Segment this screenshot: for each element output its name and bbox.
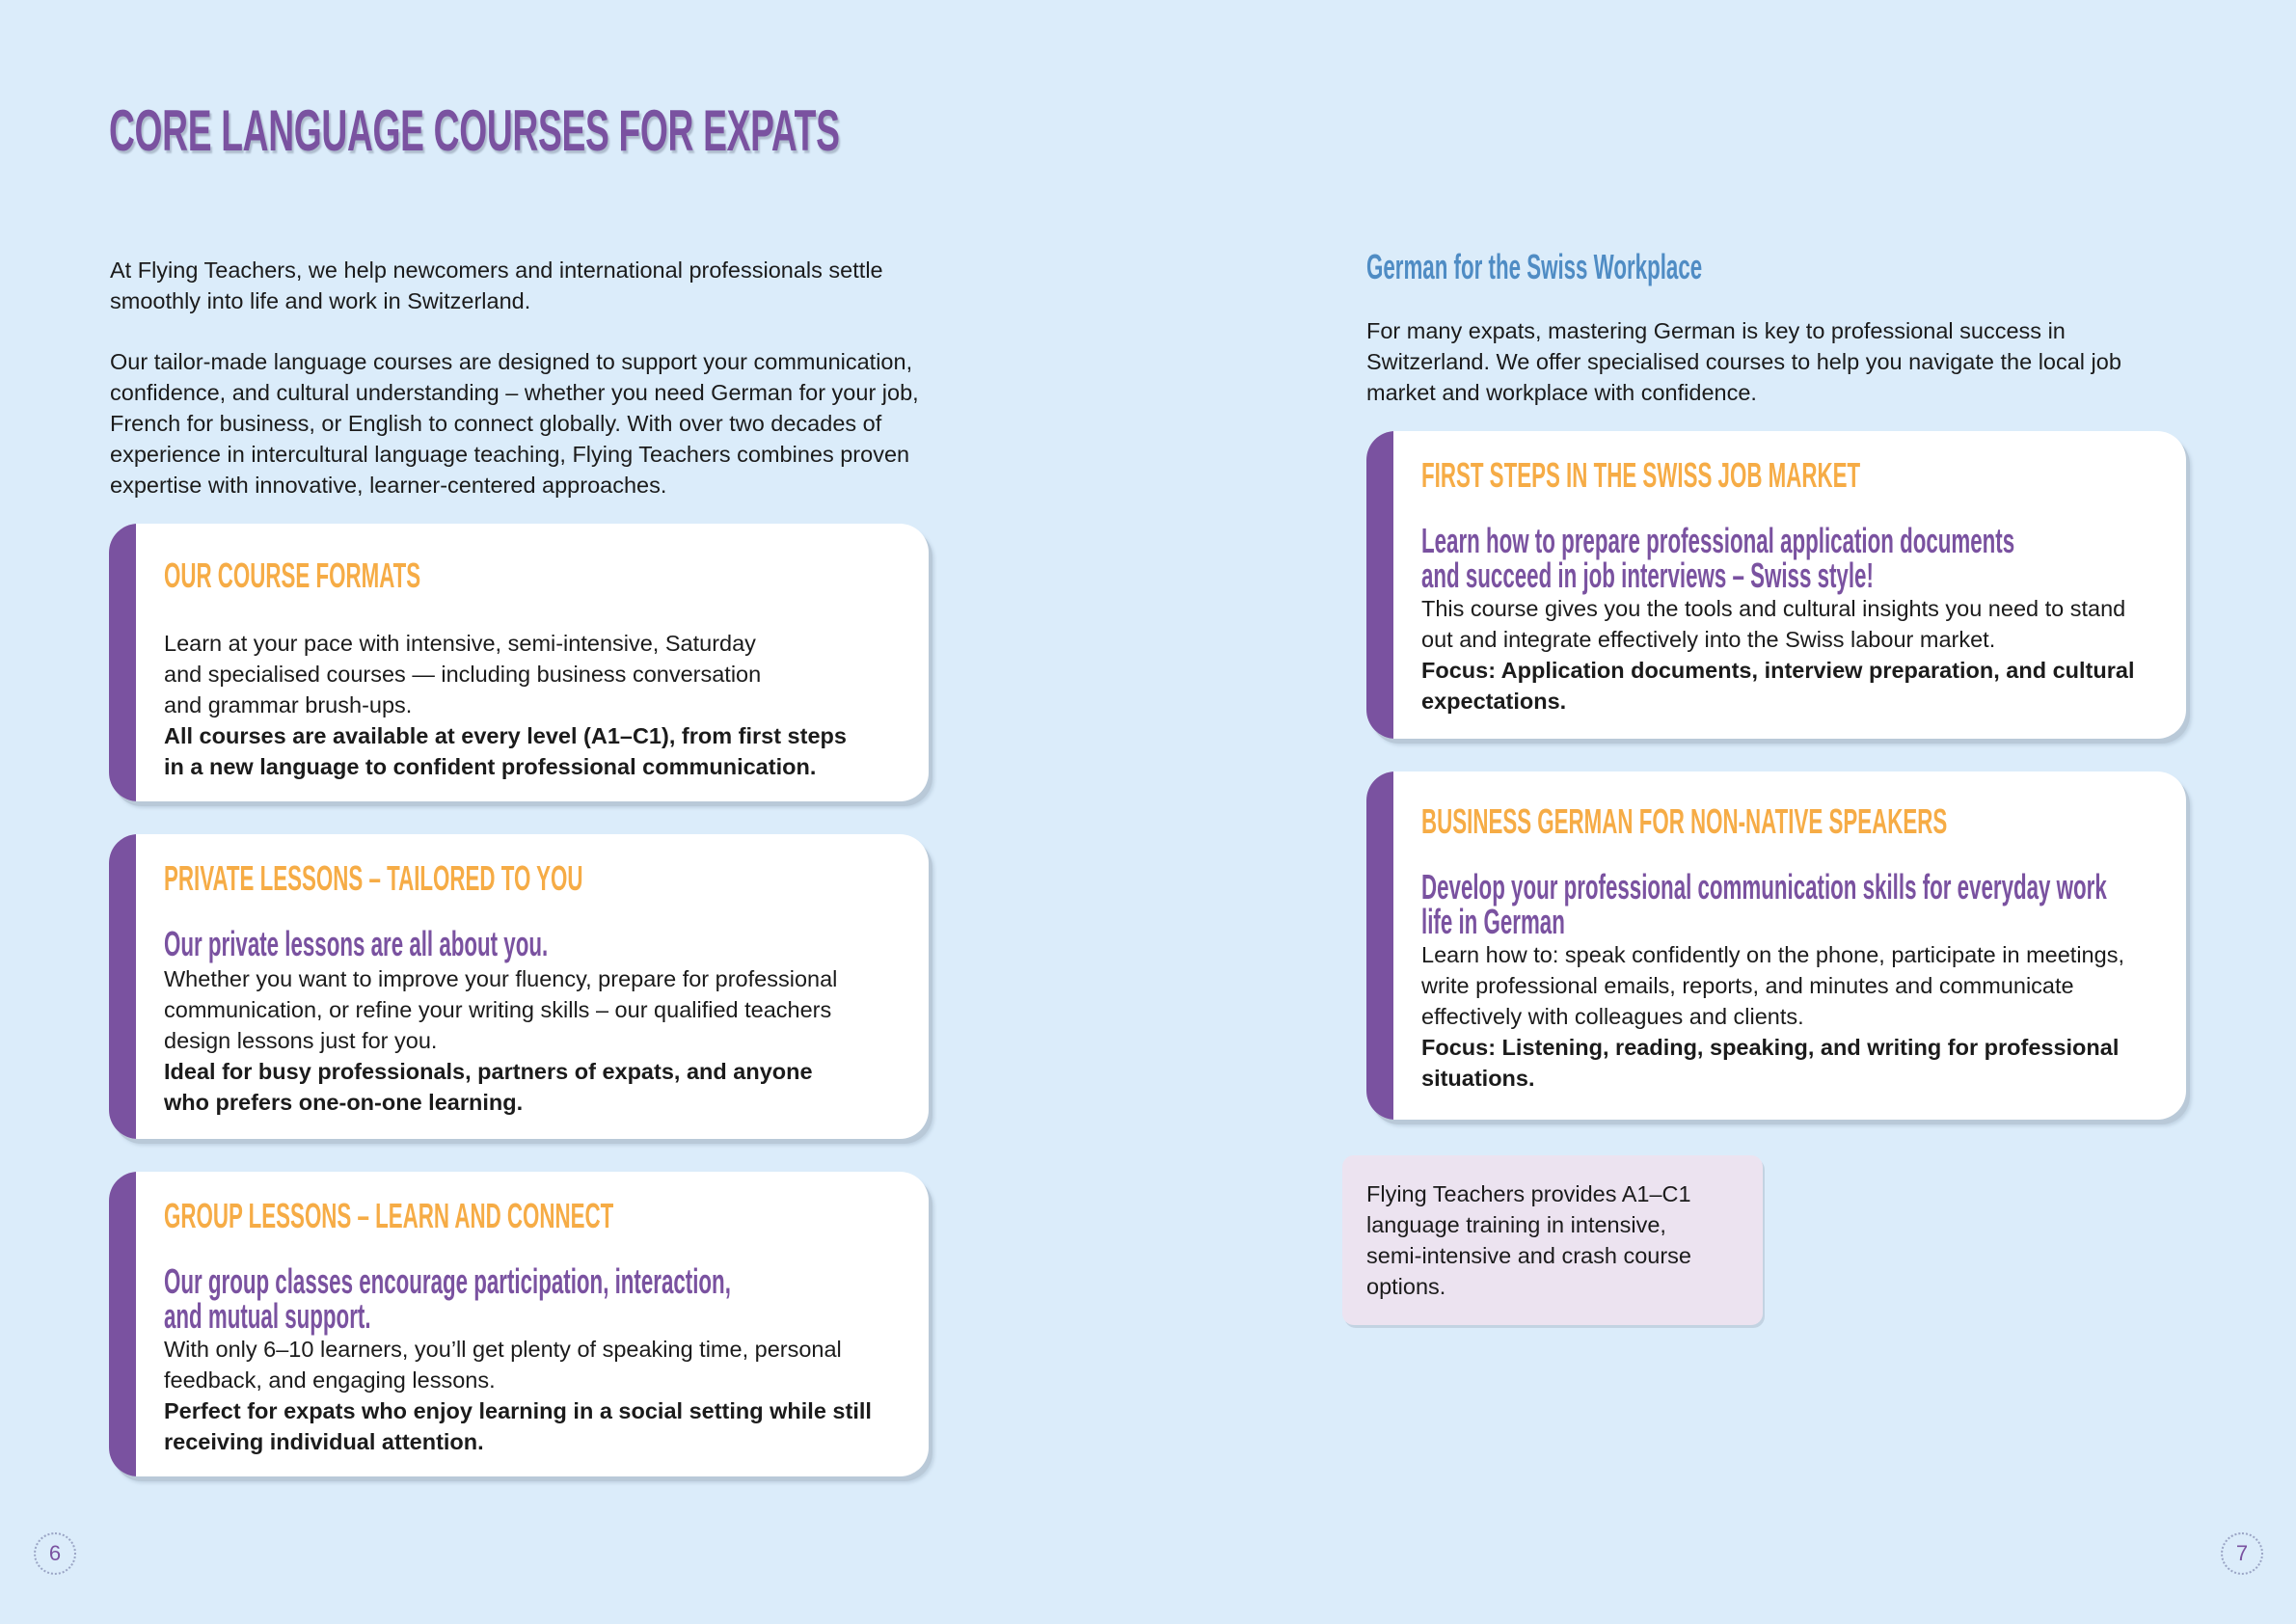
card-accent-bar (1366, 431, 1393, 739)
text-line: With only 6–10 learners, you’ll get plenty of speaking time, personal (164, 1337, 842, 1362)
text-line: confidence, and cultural understanding – whether you need German for your job, (110, 380, 919, 405)
card-highlight (1421, 655, 2167, 717)
text-line: Ideal for busy professionals, partners of expats, and anyone (164, 1059, 813, 1084)
text-line: and specialised courses — including business conversation (164, 662, 762, 687)
card-highlight (164, 720, 909, 782)
text-line: semi-intensive and crash course (1366, 1243, 1691, 1268)
text-line: Focus: Listening, reading, speaking, and writing for professional (1421, 1035, 2120, 1060)
card-title: FIRST STEPS IN THE SWISS JOB MARKET (1421, 455, 1861, 495)
page-title: CORE LANGUAGE COURSES FOR EXPATS (109, 98, 840, 163)
text-line: Whether you want to improve your fluency, prepare for professional (164, 966, 838, 991)
card-title: BUSINESS GERMAN FOR NON-NATIVE SPEAKERS (1421, 801, 1948, 841)
card-subtitle: Learn how to prepare professional application documents (1421, 521, 2015, 560)
section-intro (1366, 315, 2176, 408)
text-line: Perfect for expats who enjoy learning in a social setting while still (164, 1398, 872, 1423)
text-line: who prefers one-on-one learning. (164, 1090, 524, 1115)
text-line: language training in intensive, (1366, 1212, 1666, 1237)
text-line: expectations. (1421, 689, 1567, 714)
card-title: OUR COURSE FORMATS (164, 555, 421, 595)
card-body (1421, 939, 2167, 1032)
card-subtitle: Our private lessons are all about you. (164, 924, 549, 963)
card-title: GROUP LESSONS – LEARN AND CONNECT (164, 1196, 614, 1235)
page-number-left: 6 (34, 1532, 76, 1575)
text-line: Learn at your pace with intensive, semi-intensive, Saturday (164, 631, 756, 656)
text-line: and grammar brush-ups. (164, 692, 413, 717)
info-box (1342, 1155, 1763, 1325)
intro-paragraph-1 (110, 255, 959, 316)
card-highlight (1421, 1032, 2167, 1094)
text-line: Learn how to: speak confidently on the phone, participate in meetings, (1421, 942, 2124, 967)
text-line: out and integrate effectively into the Swiss labour market. (1421, 627, 1996, 652)
text-line: French for business, or English to connect globally. With over two decades of (110, 411, 882, 436)
text-line: Our tailor-made language courses are designed to support your communication, (110, 349, 913, 374)
section-heading: German for the Swiss Workplace (1366, 247, 1703, 286)
text-line: All courses are available at every level (A1–C1), from first steps (164, 723, 847, 748)
card-subtitle: life in German (1421, 902, 1565, 941)
course-formats-card (109, 524, 929, 801)
card-subtitle: and mutual support. (164, 1296, 371, 1336)
text-line: For many expats, mastering German is key to professional success in (1366, 318, 2066, 343)
card-body (164, 1334, 909, 1395)
card-title: PRIVATE LESSONS – TAILORED TO YOU (164, 858, 583, 898)
card-accent-bar (109, 1172, 136, 1476)
text-line: experience in intercultural language teaching, Flying Teachers combines proven (110, 442, 910, 467)
text-line: options. (1366, 1274, 1446, 1299)
card-subtitle: and succeed in job interviews – Swiss style! (1421, 555, 1874, 595)
card-body (164, 963, 909, 1056)
card-subtitle: Our group classes encourage participation, interaction, (164, 1261, 731, 1301)
card-subtitle: Develop your professional communication skills for everyday work (1421, 867, 2107, 907)
private-lessons-card (109, 834, 929, 1139)
text-line: Flying Teachers provides A1–C1 (1366, 1181, 1691, 1206)
intro-paragraph-2 (110, 346, 959, 501)
text-line: effectively with colleagues and clients. (1421, 1004, 1804, 1029)
text-line: receiving individual attention. (164, 1429, 484, 1454)
card-accent-bar (109, 524, 136, 801)
text-line: design lessons just for you. (164, 1028, 438, 1053)
business-german-card (1366, 771, 2186, 1120)
text-line: market and workplace with confidence. (1366, 380, 1757, 405)
text-line: in a new language to confident professional communication. (164, 754, 817, 779)
card-body (1421, 593, 2167, 655)
card-body (164, 628, 909, 720)
text-line: expertise with innovative, learner-centered approaches. (110, 473, 667, 498)
card-accent-bar (109, 834, 136, 1139)
text-line: communication, or refine your writing skills – our qualified teachers (164, 997, 832, 1022)
card-highlight (164, 1056, 909, 1118)
text-line: Switzerland. We offer specialised courses to help you navigate the local job (1366, 349, 2121, 374)
text-line: At Flying Teachers, we help newcomers and international professionals settle (110, 257, 883, 283)
card-highlight (164, 1395, 909, 1457)
text-line: situations. (1421, 1066, 1535, 1091)
card-accent-bar (1366, 771, 1393, 1120)
text-line: This course gives you the tools and cultural insights you need to stand (1421, 596, 2126, 621)
text-line: smoothly into life and work in Switzerland. (110, 288, 531, 313)
page-number-right: 7 (2221, 1532, 2263, 1575)
group-lessons-card (109, 1172, 929, 1476)
text-line: write professional emails, reports, and minutes and communicate (1421, 973, 2074, 998)
text-line: Focus: Application documents, interview preparation, and cultural (1421, 658, 2135, 683)
first-steps-card (1366, 431, 2186, 739)
text-line: feedback, and engaging lessons. (164, 1367, 496, 1393)
